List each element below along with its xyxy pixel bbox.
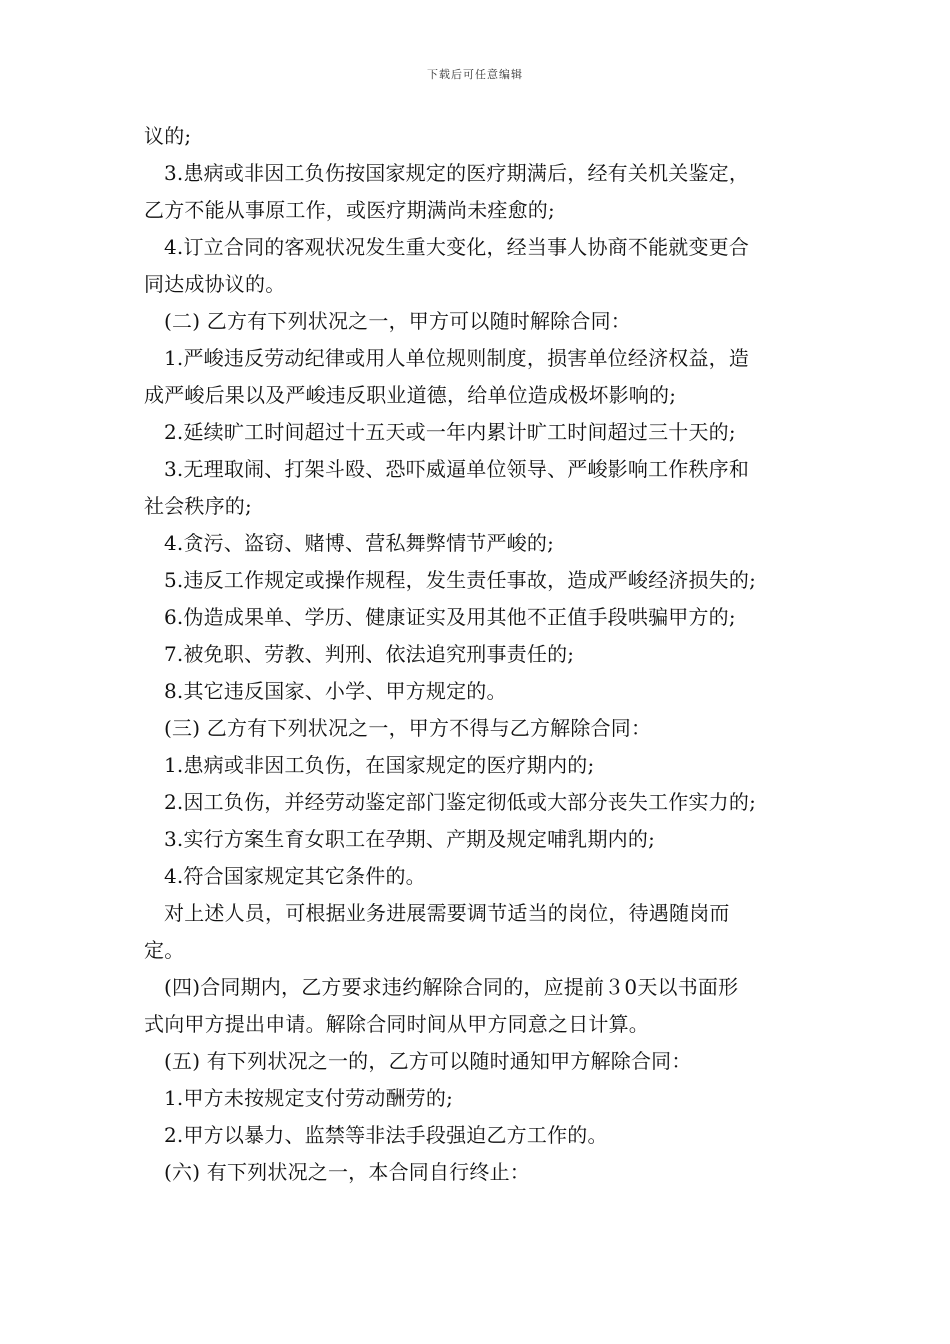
text-line: 5.违反工作规定或操作规程，发生责任事故，造成严峻经济损失的; <box>164 568 757 592</box>
text-line: 议的; <box>144 124 192 148</box>
text-line: 对上述人员，可根据业务进展需要调节适当的岗位，待遇随岗而 <box>164 901 730 925</box>
text-line: 成严峻后果以及严峻违反职业道德，给单位造成极坏影响的; <box>144 383 677 407</box>
text-line: (二) 乙方有下列状况之一，甲方可以随时解除合同： <box>164 309 631 333</box>
text-line: 3.无理取闹、打架斗殴、恐吓威逼单位领导、严峻影响工作秩序和 <box>164 457 750 481</box>
text-line: 4.符合国家规定其它条件的。 <box>164 864 426 888</box>
text-line: (三) 乙方有下列状况之一，甲方不得与乙方解除合同： <box>164 716 652 740</box>
text-line: 定。 <box>144 938 185 962</box>
text-line: 3.实行方案生育女职工在孕期、产期及规定哺乳期内的; <box>164 827 656 851</box>
text-line: (六) 有下列状况之一，本合同自行终止： <box>164 1160 530 1184</box>
text-line: 1.甲方未按规定支付劳动酬劳的; <box>164 1086 454 1110</box>
document-body <box>144 118 824 1191</box>
text-line: (五) 有下列状况之一的，乙方可以随时通知甲方解除合同： <box>164 1049 692 1073</box>
text-line: 2.延续旷工时间超过十五天或一年内累计旷工时间超过三十天的; <box>164 420 736 444</box>
text-line: 2.因工负伤，并经劳动鉴定部门鉴定彻低或大部分丧失工作实力的; <box>164 790 757 814</box>
page-header: 下载后可任意编辑 <box>427 68 523 81</box>
text-line: 同达成协议的。 <box>144 272 286 296</box>
text-line: 2.甲方以暴力、监禁等非法手段强迫乙方工作的。 <box>164 1123 608 1147</box>
text-line: (四)合同期内，乙方要求违约解除合同的，应提前３0天以书面形 <box>164 975 739 999</box>
text-line: 3.患病或非因工负伤按国家规定的医疗期满后，经有关机关鉴定， <box>164 161 750 185</box>
text-line: 4.订立合同的客观状况发生重大变化，经当事人协商不能就变更合 <box>164 235 750 259</box>
text-line: 7.被免职、劳教、判刑、依法追究刑事责任的; <box>164 642 575 666</box>
text-line: 式向甲方提出申请。解除合同时间从甲方同意之日计算。 <box>144 1012 649 1036</box>
text-line: 社会秩序的; <box>144 494 252 518</box>
text-line: 8.其它违反国家、小学、甲方规定的。 <box>164 679 507 703</box>
text-line: 4.贪污、盗窃、赌博、营私舞弊情节严峻的; <box>164 531 555 555</box>
text-line: 6.伪造成果单、学历、健康证实及用其他不正值手段哄骗甲方的; <box>164 605 736 629</box>
text-line: 乙方不能从事原工作，或医疗期满尚未痊愈的; <box>144 198 555 222</box>
text-line: 1.严峻违反劳动纪律或用人单位规则制度，损害单位经济权益，造 <box>164 346 750 370</box>
text-line: 1.患病或非因工负伤，在国家规定的医疗期内的; <box>164 753 595 777</box>
